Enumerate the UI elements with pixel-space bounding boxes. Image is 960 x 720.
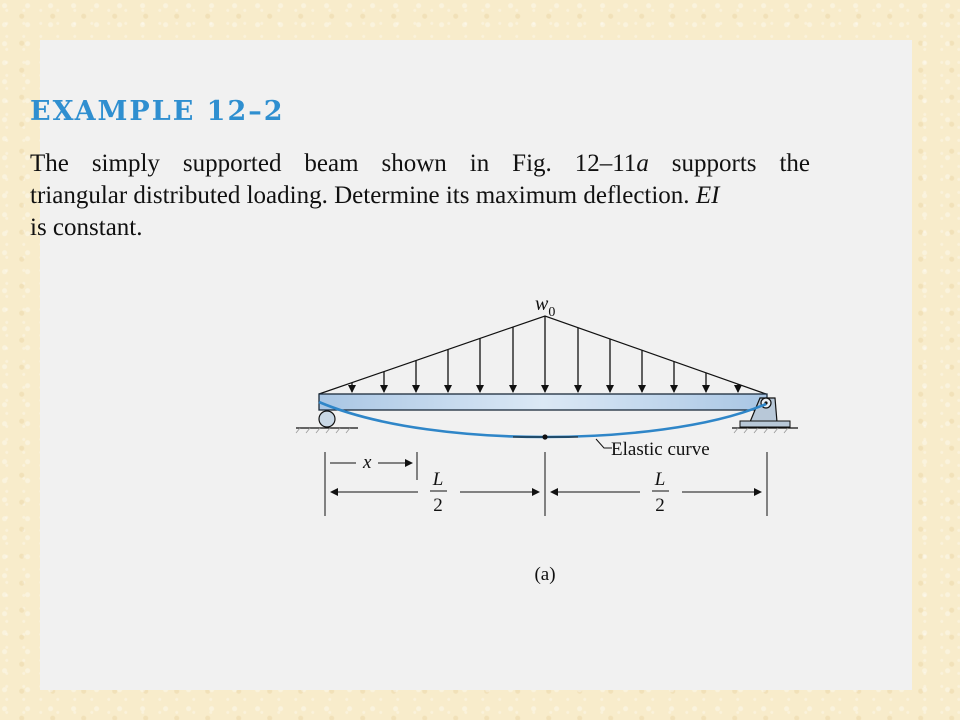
figure-caption: (a) — [534, 564, 556, 585]
roller-wheel — [319, 411, 335, 427]
ground-shading — [734, 428, 788, 433]
word: shown — [381, 150, 447, 177]
word: simply — [91, 150, 160, 177]
load-outline — [319, 316, 766, 394]
distributed-load — [319, 316, 766, 394]
figure-number: 12–11 — [574, 150, 637, 177]
max-deflection-point — [542, 434, 547, 439]
beam — [319, 394, 767, 410]
flexural-rigidity-symbol: EI — [695, 182, 720, 209]
half-span-label-right — [652, 469, 669, 516]
fraction-denominator: 2 — [655, 495, 665, 516]
example-heading: EXAMPLE 12–2 — [30, 96, 285, 127]
pin-base-plate — [740, 421, 790, 427]
load-intensity-label: $w_0$ — [535, 293, 556, 320]
fraction-denominator: 2 — [433, 495, 443, 516]
ground-shading — [296, 428, 350, 433]
word: Fig. — [512, 150, 552, 177]
fraction-numerator: L — [432, 469, 444, 490]
line-text: triangular distributed loading. Determine its maximum deflection. — [30, 182, 690, 209]
load-arrows — [352, 316, 738, 392]
fraction-numerator: L — [654, 469, 666, 490]
figure-letter: a — [636, 150, 649, 177]
word: The — [30, 150, 69, 177]
elastic-curve-label: Elastic curve — [611, 439, 710, 460]
word: supported — [182, 150, 282, 177]
x-label: x — [363, 452, 372, 473]
word: supports — [671, 150, 757, 177]
curve-label-leader — [596, 439, 612, 448]
word: beam — [304, 150, 359, 177]
half-span-label-left — [430, 469, 447, 516]
word: the — [779, 150, 810, 177]
dimensions — [325, 452, 767, 516]
roller-support — [296, 411, 358, 433]
problem-line-3: is constant. — [30, 214, 143, 241]
word: in — [469, 150, 490, 177]
